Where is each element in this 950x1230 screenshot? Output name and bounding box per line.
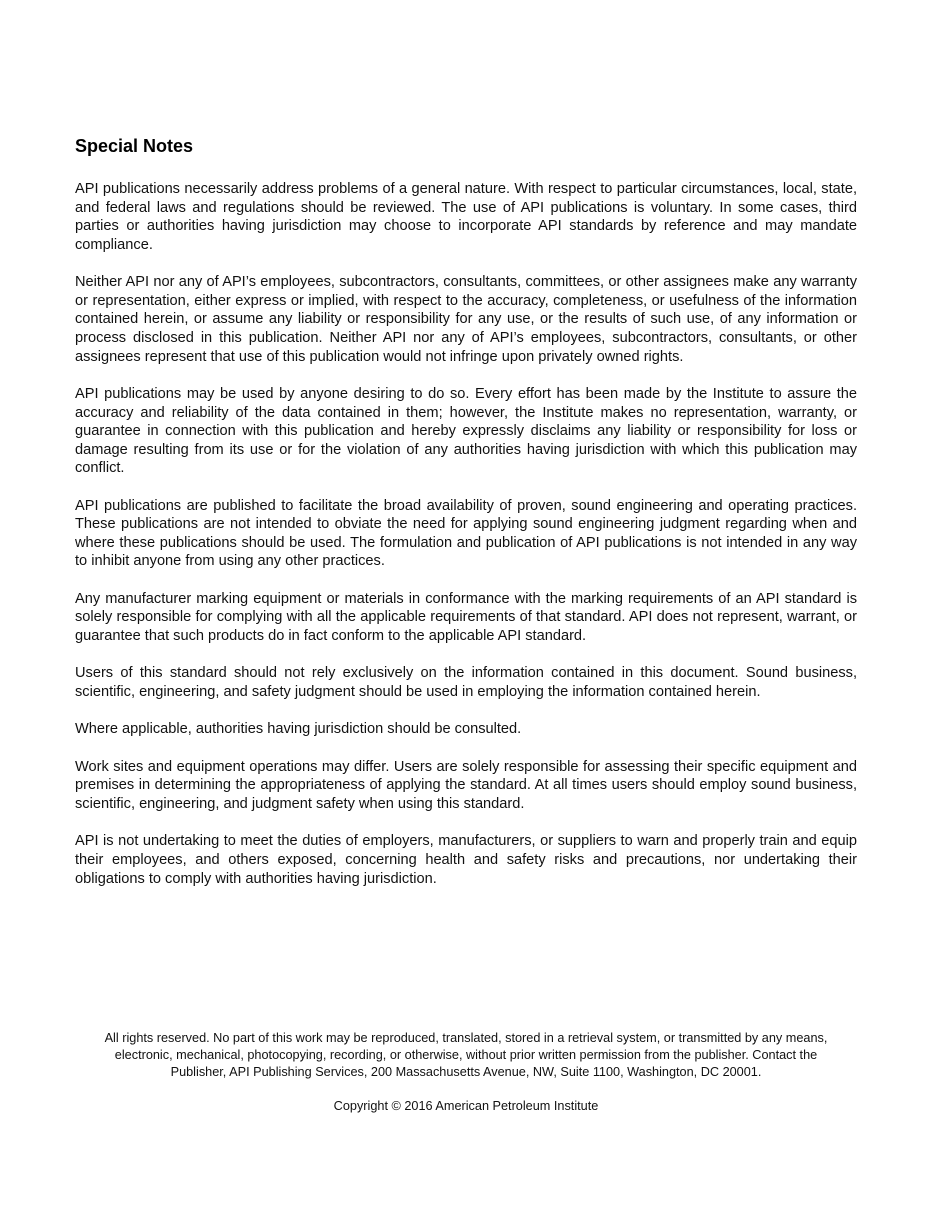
paragraph-purpose: API publications are published to facilitate the broad availability of proven, sound engineering and operating practices. These publications are not intended to obviate the need for applying sound engineering judgment regarding when and where these publications should be used. The formulation and publication of API publications is not intended in any way to inhibit anyone from using any other practices. xyxy=(75,497,857,570)
paragraph-users-judgment: Users of this standard should not rely exclusively on the information contained in this document. Sound business, scientific, engineering, and safety judgment should be used in employing the information contained herein. xyxy=(75,665,857,701)
paragraph-general-nature: API publications necessarily address problems of a general nature. With respect to particular circumstances, local, state, and federal laws and regulations should be reviewed. The use of API publications is voluntary. In some cases, third parties or authorities having jurisdiction may choose to incorporate API standards by reference and may mandate compliance. xyxy=(75,181,857,253)
footer xyxy=(70,1030,862,1115)
paragraph-authorities: Where applicable, authorities having jurisdiction should be consulted. xyxy=(75,721,522,738)
paragraph-employer-duties: API is not undertaking to meet the duties of employers, manufacturers, or suppliers to warn and properly train and equip their employees, and others exposed, concerning health and safety risks and precautions, nor undertaking their obligations to comply with authorities having jurisdiction. xyxy=(75,833,857,887)
special-notes-section xyxy=(75,134,857,907)
paragraph-use-by-anyone: API publications may be used by anyone desiring to do so. Every effort has been made by the Institute to assure the accuracy and reliability of the data contained in them; however, the Institute makes no representation, warranty, or guarantee in connection with this publication and hereby expressly disclaims any liability or responsibility for loss or damage resulting from its use or for the violation of any authorities having jurisdiction with which this publication may conflict. xyxy=(75,385,857,477)
rights-notice xyxy=(70,1030,862,1081)
rights-line-2: electronic, mechanical, photocopying, recording, or otherwise, without prior written permission from the publisher. Contact the xyxy=(114,1048,818,1062)
paragraph-manufacturer-marking: Any manufacturer marking equipment or materials in conformance with the marking requirements of an API standard is solely responsible for complying with all the applicable requirements of that standard. API does not represent, warrant, or guarantee that such products do in fact conform to the applicable API standard. xyxy=(75,590,857,645)
rights-line-1: All rights reserved. No part of this work may be reproduced, translated, stored in a retrieval system, or transmitted by any means, xyxy=(104,1031,828,1045)
copyright-notice: Copyright © 2016 American Petroleum Institute xyxy=(333,1099,599,1113)
rights-line-3: Publisher, API Publishing Services, 200 Massachusetts Avenue, NW, Suite 1100, Washington, DC 20001. xyxy=(170,1065,762,1079)
paragraph-work-sites: Work sites and equipment operations may differ. Users are solely responsible for assessing their specific equipment and premises in determining the appropriateness of applying the standard. At all times users should employ sound business, scientific, engineering, and judgment safety when using this standard. xyxy=(75,758,857,813)
paragraph-no-warranty: Neither API nor any of API’s employees, subcontractors, consultants, committees, or other assignees make any warranty or representation, either express or implied, with respect to the accuracy, completeness, or usefulness of the information contained herein, or assume any liability or responsibility for any use, or the results of such use, of any information or process disclosed in this publication. Neither API nor any of API’s employees, subcontractors, consultants, or other assignees represent that use of this publication would not infringe upon privately owned rights. xyxy=(75,274,857,365)
page-title: Special Notes xyxy=(75,136,194,156)
